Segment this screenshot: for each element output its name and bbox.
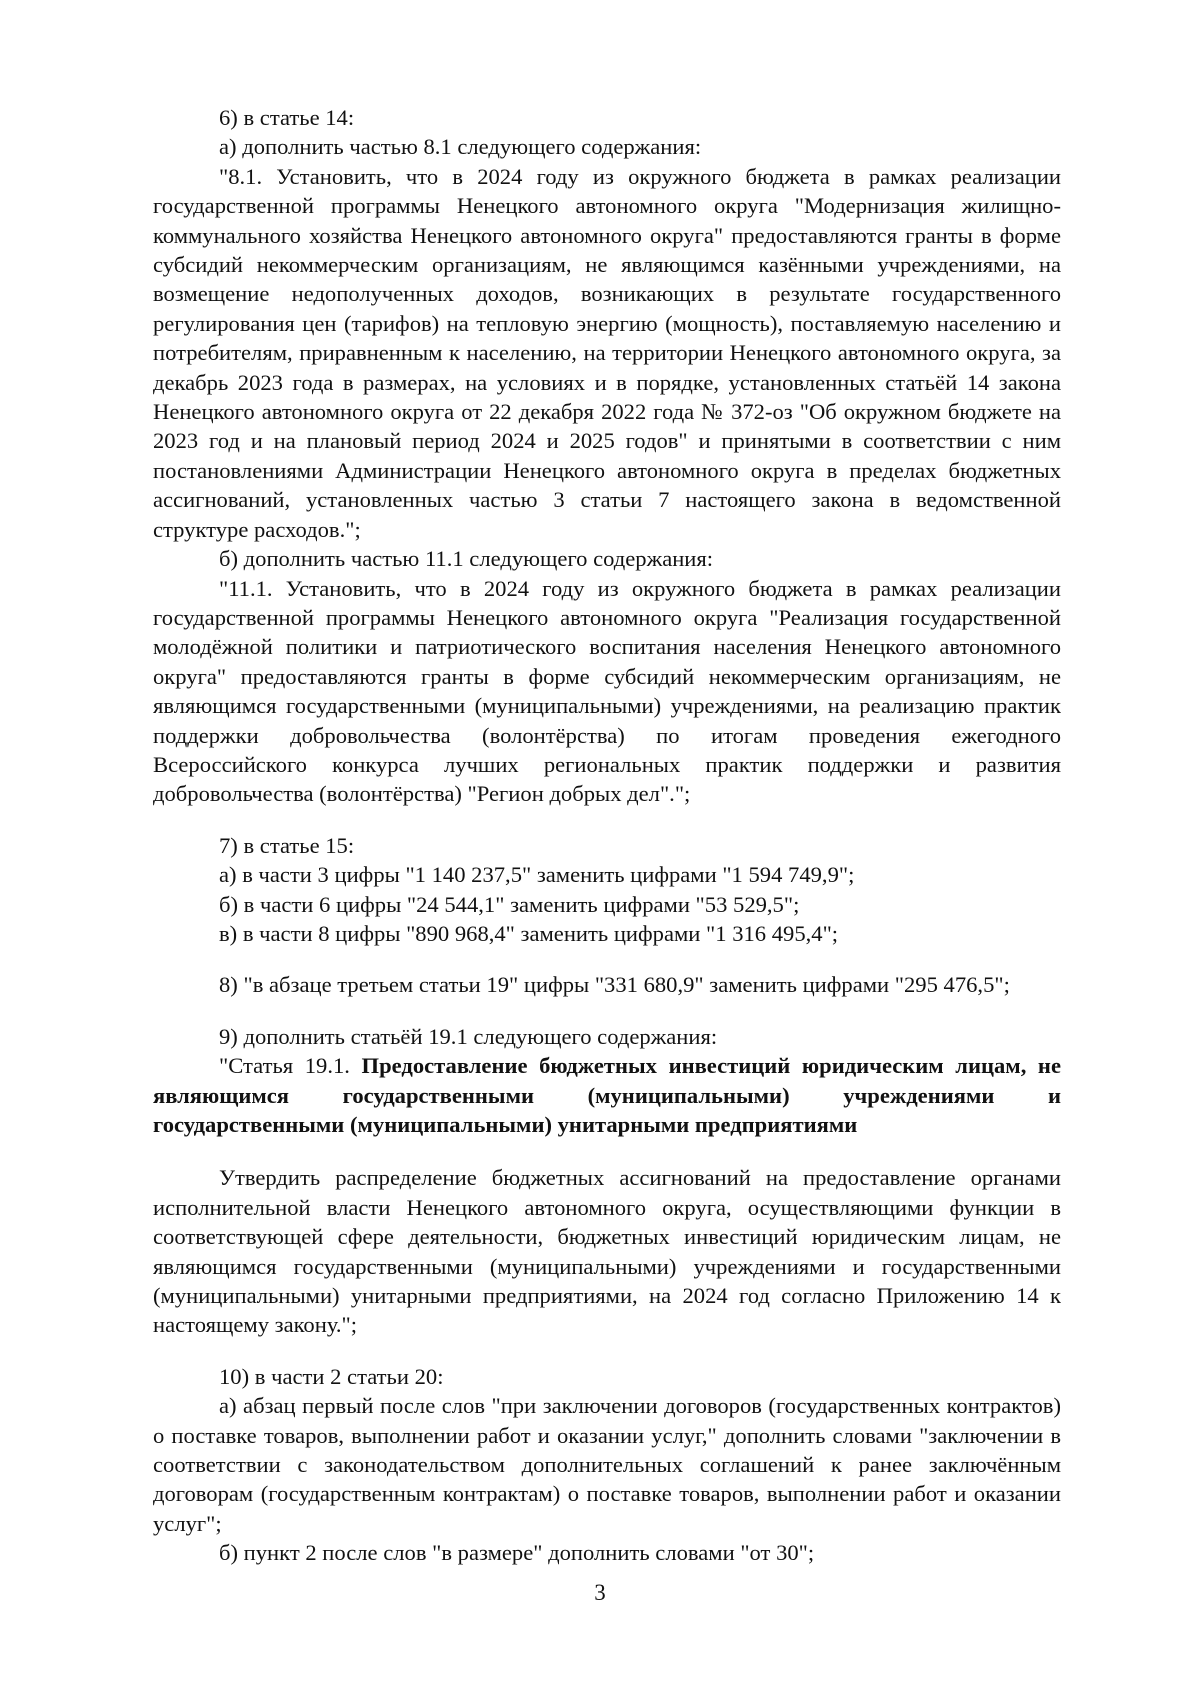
part-8-1-text: "8.1. Установить, что в 2024 году из окружного бюджета в рамках реализации государственной программы Ненецкого автономного округа "Модернизация жилищно-коммунального хозяйства Ненецкого автономного округа" предоставляются гранты в форме субсидий некоммерческим организациям, не являющимся казёнными учреждениями, на возмещение недополученных доходов, возникающих в результате государственного регулирования цен (тарифов) на тепловую энергию (мощность), поставляемую населению и потребителям, приравненным к населению, на территории Ненецкого автономного округа, за декабрь 2023 года в размерах, на условиях и в порядке, установленных статьёй 14 закона Ненецкого автономного округа от 22 декабря 2022 года № 372-оз "Об окружном бюджете на 2023 год и на плановый период 2024 и 2025 годов" и принятыми в соответствии с ним постановлениями Администрации Ненецкого автономного округа в пределах бюджетных ассигнований, установленных частью 3 статьи 7 настоящего закона в ведомственной структуре расходов.";	[153, 163, 1061, 542]
item-6-heading: 6) в статье 14:	[219, 105, 355, 130]
article-19-1-title	[153, 1051, 1061, 1139]
item-9-heading: 9) дополнить статьёй 19.1 следующего содержания:	[219, 1023, 718, 1049]
item-6b-heading: б) дополнить частью 11.1 следующего содержания:	[219, 546, 714, 572]
item-7b-text: б) в части 6 цифры "24 544,1" заменить цифрами "53 529,5";	[219, 891, 800, 917]
item-7-heading: 7) в статье 15:	[219, 832, 355, 858]
part-11-1-text: "11.1. Установить, что в 2024 году из окружного бюджета в рамках реализации государственной программы Ненецкого автономного округа "Реализация государственной молодёжной политики и патриотического воспитания населения Ненецкого автономного округа" предоставляются гранты в форме субсидий некоммерческим организациям, не являющимся государственными (муниципальными) учреждениями, на реализацию практик поддержки добровольчества (волонтёрства) по итогам проведения ежегодного Всероссийского конкурса лучших региональных практик поддержки и развития добровольчества (волонтёрства) "Регион добрых дел".";	[153, 575, 1061, 807]
item-8-text: 8) "в абзаце третьем статьи 19" цифры "331 680,9" заменить цифрами "295 476,5";	[219, 972, 1010, 998]
document-body	[153, 103, 1061, 1568]
page-number: 3	[594, 1580, 606, 1605]
item-10-heading: 10) в части 2 статьи 20:	[219, 1363, 444, 1389]
item-10a-text: а) абзац первый после слов "при заключении договоров (государственных контрактов) о поставке товаров, выполнении работ и оказании услуг," дополнить словами "заключении в соответствии с законодательством дополнительных соглашений к ранее заключённым договорам (государственным контрактам) о поставке товаров, выполнении работ и оказании услуг";	[153, 1393, 1061, 1536]
article-19-1-heading: Предоставление бюджетных инвестиций юридическим лицам, не являющимся государственными (муниципальными) учреждениями и государственными (муниципальными) унитарными предприятиями	[153, 1053, 1061, 1137]
item-7c-text: в) в части 8 цифры "890 968,4" заменить цифрами "1 316 495,4";	[219, 920, 839, 946]
item-10b-text: б) пункт 2 после слов "в размере" дополнить словами "от 30";	[219, 1540, 815, 1566]
item-6a-heading: а) дополнить частью 8.1 следующего содержания:	[219, 134, 702, 160]
item-7a-text: а) в части 3 цифры "1 140 237,5" заменить цифрами "1 594 749,9";	[219, 862, 855, 888]
article-19-1-number: "Статья 19.1.	[219, 1053, 362, 1079]
article-19-1-body: Утвердить распределение бюджетных ассигнований на предоставление органами исполнительной власти Ненецкого автономного округа, осуществляющими функции в соответствующей сфере деятельности, бюджетных инвестиций юридическим лицам, не являющимся государственными (муниципальными) учреждениями и государственными (муниципальными) унитарными предприятиями, на 2024 год согласно Приложению 14 к настоящему закону.";	[153, 1165, 1061, 1338]
